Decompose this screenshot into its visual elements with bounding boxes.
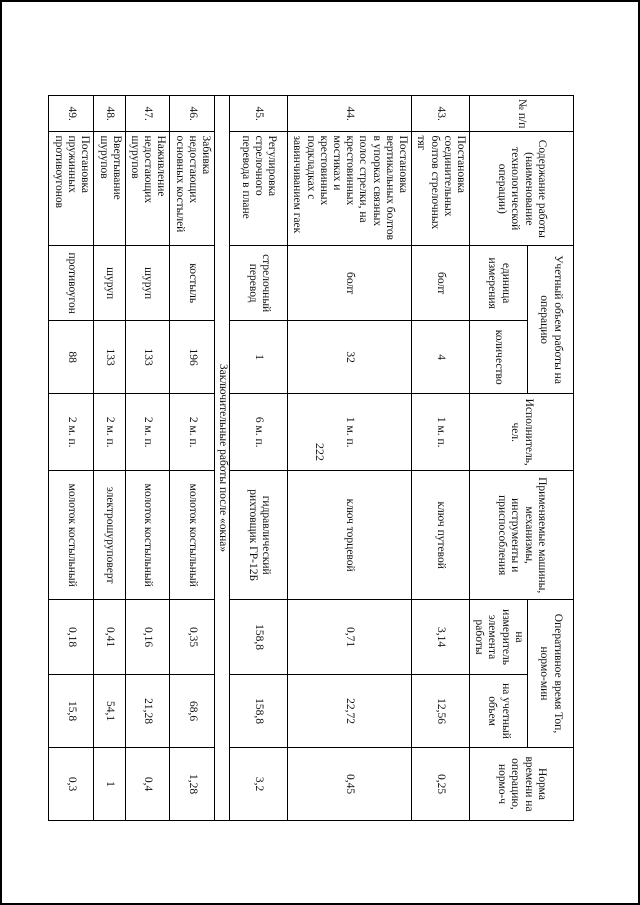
cell-per-meter: 0,71 [288, 600, 412, 675]
cell-content: Постановка вертикальных болтов в упорках связных полос стрелки, на крестовинных мостиках и крестовинных подкладках с завинчиванием гаек [288, 132, 412, 246]
header-executor: Исполнитель, чел. [470, 394, 574, 471]
cell-unit: шуруп [94, 246, 125, 321]
header-per-volume: на учетный объем [470, 675, 528, 748]
cell-unit: стрелочный перевод [230, 246, 288, 321]
cell-content: Ввертывание шурупов [94, 132, 125, 246]
cell-norm: 0,45 [288, 748, 412, 821]
cell-quantity: 133 [125, 321, 170, 394]
cell-content: Забивка недостающих основных костылей [170, 132, 215, 246]
table-row [170, 96, 215, 821]
cell-quantity: 4 [412, 321, 470, 394]
cell-content: Постановка пружинных противоугонов [49, 132, 94, 246]
cell-unit: костыль [170, 246, 215, 321]
cell-norm: 0,25 [412, 748, 470, 821]
cell-per-volume: 68,6 [170, 675, 215, 748]
cell-num: 44. [288, 96, 412, 132]
cell-norm: 1,28 [170, 748, 215, 821]
table-row [49, 96, 94, 821]
cell-per-volume: 21,28 [125, 675, 170, 748]
cell-machines: молоток костыльный [49, 471, 94, 600]
cell-machines: молоток костыльный [125, 471, 170, 600]
cell-per-meter: 158,8 [230, 600, 288, 675]
cell-unit: болт [288, 246, 412, 321]
cell-num: 46. [170, 96, 215, 132]
cell-executor: 2 м. п. [94, 394, 125, 471]
cell-quantity: 133 [94, 321, 125, 394]
cell-norm: 0,3 [49, 748, 94, 821]
header-num: № п/п [470, 96, 574, 132]
cell-executor: 6 м. п. [230, 394, 288, 471]
cell-norm: 1 [94, 748, 125, 821]
cell-quantity: 1 [230, 321, 288, 394]
cell-per-volume: 15,8 [49, 675, 94, 748]
cell-machines: ключ торцевой [288, 471, 412, 600]
table-row [412, 96, 470, 821]
cell-num: 48. [94, 96, 125, 132]
cell-executor: 2 м. п. [125, 394, 170, 471]
table-row [230, 96, 288, 821]
cell-per-meter: 0,35 [170, 600, 215, 675]
cell-per-volume: 54,1 [94, 675, 125, 748]
cell-per-meter: 0,16 [125, 600, 170, 675]
table-row [125, 96, 170, 821]
cell-num: 45. [230, 96, 288, 132]
cell-norm: 3,2 [230, 748, 288, 821]
page-number: 222 [313, 443, 327, 461]
header-quantity: количество [470, 321, 528, 394]
table-row [94, 96, 125, 821]
cell-per-meter: 0,18 [49, 600, 94, 675]
cell-num: 47. [125, 96, 170, 132]
header-optime-group: Оперативное время Топ, нормо-мин [528, 600, 574, 748]
cell-quantity: 32 [288, 321, 412, 394]
cell-executor: 1 м. п. [288, 394, 412, 471]
header-per-meter: на измеритель элемента работы [470, 600, 528, 675]
cell-num: 49. [49, 96, 94, 132]
cell-content: Регулировка стрелочного перевода в плане [230, 132, 288, 246]
cell-content: Постановка соединительных болтов стрелочных тяг [412, 132, 470, 246]
cell-unit: шуруп [125, 246, 170, 321]
cell-num: 43. [412, 96, 470, 132]
cell-machines: молоток костыльный [170, 471, 215, 600]
cell-machines: гидравлический рихтовщик ГР-12Б [230, 471, 288, 600]
header-content: Содержание работы (наименование технологической операции) [470, 132, 574, 246]
cell-norm: 0,4 [125, 748, 170, 821]
header-unit: единица измерения [470, 246, 528, 321]
section-row [215, 96, 230, 821]
cell-quantity: 196 [170, 321, 215, 394]
cell-per-volume: 158,8 [230, 675, 288, 748]
cell-per-volume: 12,56 [412, 675, 470, 748]
cell-unit: болт [412, 246, 470, 321]
cell-machines: электрошуруповерт [94, 471, 125, 600]
norms-table [48, 95, 574, 821]
cell-content: Наживление недостающих шурупов [125, 132, 170, 246]
cell-executor: 1 м. п. [412, 394, 470, 471]
table-row [288, 96, 412, 821]
cell-quantity: 88 [49, 321, 94, 394]
rotated-table-wrapper [52, 95, 574, 821]
header-norm: Норма времени на операцию, нормо-ч [470, 748, 574, 821]
cell-executor: 2 м. п. [49, 394, 94, 471]
section-title: Заключительные работы после «окна» [215, 96, 230, 821]
cell-per-meter: 0,41 [94, 600, 125, 675]
header-volume-group: Учетный объем работы на операцию [528, 246, 574, 394]
cell-per-volume: 22,72 [288, 675, 412, 748]
cell-per-meter: 3,14 [412, 600, 470, 675]
header-machines: Применяемые машины, механизмы, инструменты и приспособления [470, 471, 574, 600]
cell-executor: 2 м. п. [170, 394, 215, 471]
cell-unit: противоугон [49, 246, 94, 321]
cell-machines: ключ путевой [412, 471, 470, 600]
